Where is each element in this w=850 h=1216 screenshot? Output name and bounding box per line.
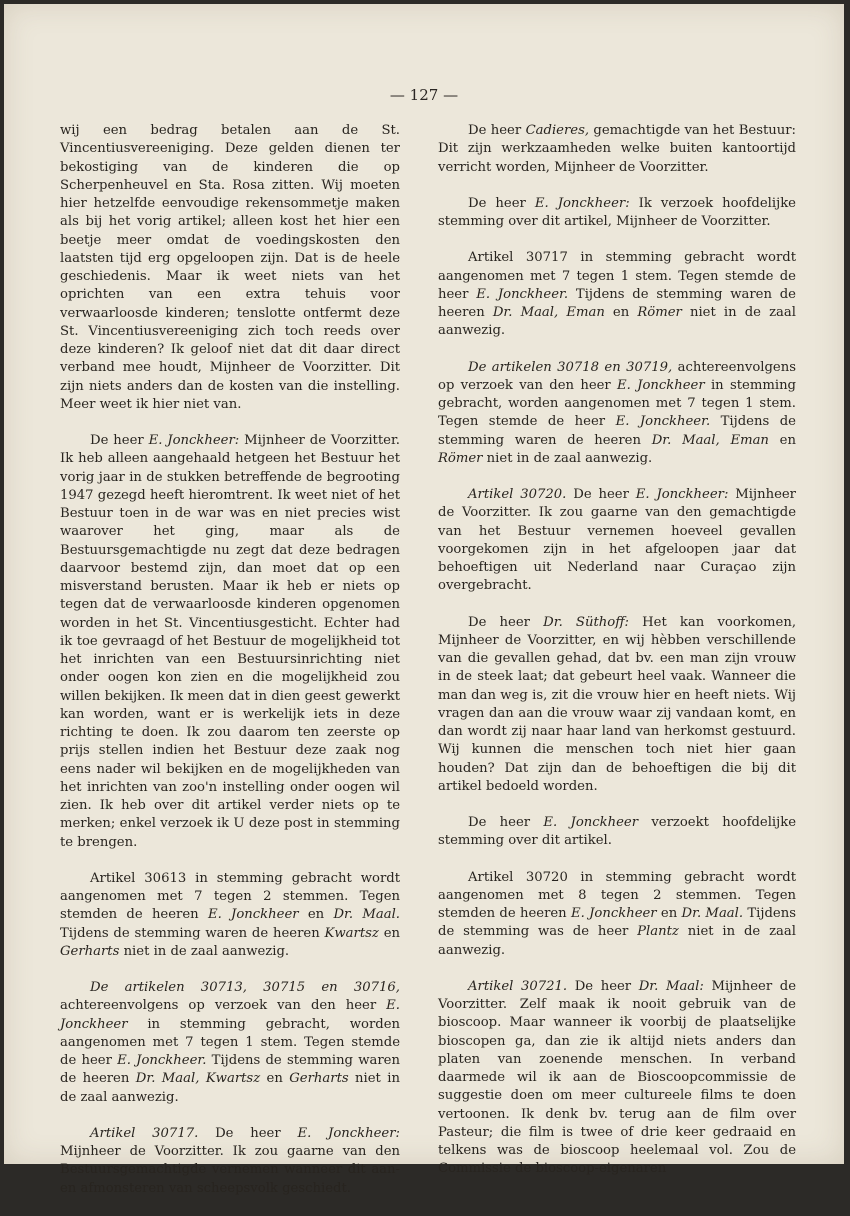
article-reference: Artikel 30717. [90, 1125, 199, 1141]
person-name: Gerharts [60, 943, 120, 959]
person-name: E. Jonckheer. [117, 1053, 207, 1068]
person-name: E. Jonckheer [207, 907, 299, 923]
person-name: E. Jonckheer [60, 998, 400, 1032]
person-name: Dr. Maal. [681, 906, 744, 921]
paragraph-text: wij een bedrag betalen aan de St. Vincentiusvereeniging. Deze gelden dienen ter bekostiging van de kinderen die op Scherpenheuvel en Sta. Rosa zitten. Wij moeten hier hetzelfde eenvoudige rekensommetje maken als bij het vorig artikel; alleen kost het hier een beetje meer omdat de voedingskosten den laatsten tijd erg opgeloopen zijn. Dat is de heele geschiedenis. Maar ik weet niets van het oprichten van een extra tehuis voor verwaarloosde kinderen; tenslotte ontfermt deze St. Vincentiusvereeniging zich toch reeds over deze kinderen? Ik geloof niet dat dit daar direct verband mee houdt, Mijnheer de Voorzitter. Dit zijn niets anders dan de kosten van die instelling. Meer weet ik hier niet van. [60, 123, 400, 412]
paragraph [60, 870, 400, 961]
paragraph [438, 122, 796, 177]
paragraph [438, 359, 796, 469]
paragraph [438, 195, 796, 232]
speaker-name: E. Jonckheer: [148, 433, 240, 448]
text-span: en [768, 432, 796, 448]
person-name: E. Jonckheer. [476, 286, 569, 302]
paragraph [60, 432, 400, 852]
speaker-name: Dr. Maal: [638, 978, 704, 994]
text-span: gemachtigde van het Bestuur: Dit zijn werkzaamheden welke buiten kantoortijd verricht worden, Mijnheer de Voorzitter. [438, 123, 796, 175]
text-span: en [260, 1071, 290, 1087]
text-span: niet in de zaal aanwezig. [438, 924, 796, 958]
text-span: De heer [468, 123, 526, 138]
paragraph [438, 249, 796, 340]
text-span: De heer [90, 433, 149, 448]
text-span: Mijnheer de Voorzitter. Ik zou gaarne van den gemachtigde van het Bestuur vernemen hoeveel gevallen voorgekomen zijn in het afgeloopen jaar dat behoeftigen uit Nederland naar Curaçao zijn overgebracht. [438, 487, 796, 594]
text-span: niet in de zaal aanwezig. [60, 1071, 400, 1105]
speaker-name: E. Jonckheer: [297, 1125, 400, 1141]
text-span: verzoekt hoofdelijke stemming over dit artikel. [438, 815, 797, 849]
paragraph [438, 614, 796, 797]
text-span: De heer [468, 195, 535, 211]
text-span: niet in de zaal aanwezig. [482, 450, 653, 466]
text-span: De heer [567, 978, 639, 994]
person-name: E. Jonckheer [570, 906, 657, 921]
speaker-name: E. Jonckheer: [635, 487, 729, 502]
text-span: Mijnheer de Voorzitter. Ik zou gaarne van den Bestuursgemachtigde vernemen wanneer dit aan- en afmonsteren van scheepsvolk geschiedt. [60, 1144, 400, 1196]
text-span: achtereenvolgens op verzoek van den heer [60, 998, 387, 1014]
text-span: De heer [566, 487, 636, 502]
paragraph [60, 1125, 400, 1198]
person-name: Plantz [637, 924, 679, 940]
text-span: Tijdens de stemming waren de heeren [60, 925, 325, 941]
text-span: en [604, 305, 638, 320]
person-name: Dr. Maal. [333, 907, 400, 923]
person-name: Dr. Maal, Eman [651, 432, 769, 448]
paragraph [438, 486, 796, 596]
article-reference: De artikelen 30713, 30715 en 30716, [90, 980, 400, 995]
text-span: Mijnheer de Voorzitter. Ik heb alleen aangehaald hetgeen het Bestuur het vorig jaar in de stukken betreffende de begrooting 1947 gezegd heeft hieromtrent. Ik weet niet of het Bestuur toen in de war was en niet precies wist waarover het ging, maar als de Bestuursgemachtigde nu zegt dat deze bedragen daarvoor bestemd zijn, dan moet dat op een misverstand berusten. Maar ik heb er niets op tegen dat de verwaarloosde kinderen opgenomen worden in het St. Vincentiusgesticht. Echter had ik toe gevraagd of het Bestuur de mogelijkheid tot het inrichten van een Bestuursinrichting niet onder oogen kon zien en die mogelijkheid zou willen bekijken. Ik meen dat in dien geest gewerkt kan worden, want er is werkelijk iets in deze richting te doen. Ik zou daarom ten zeerste op prijs stellen indien het Bestuur deze zaak nog eens nader wil bekijken en de mogelijkheden van het inrichten van zoo'n instelling onder oogen wil zien. Ik heb over dit artikel verder niets op te merken; enkel verzoek ik U deze post in stemming te brengen. [60, 433, 400, 850]
speaker-name: Cadieres, [525, 123, 590, 138]
person-name: Römer [637, 305, 682, 320]
person-name: Dr. Maal, Kwartsz [135, 1071, 261, 1087]
text-span: De heer [468, 815, 544, 830]
article-reference: Artikel 30720. [468, 487, 567, 502]
person-name: Kwartsz [324, 925, 379, 941]
article-reference: Artikel 30721. [468, 978, 568, 994]
text-span: Ik verzoek hoofdelijke stemming over dit artikel, Mijnheer de Voorzitter. [438, 195, 796, 229]
text-span: Mijnheer de Voorzitter. Zelf maak ik nooit gebruik van de bioscoop. Maar wanneer ik voorbij de plaatselijke bioscopen ga, dan zie ik altijd niets anders dan platen van zoenende menschen. In verband daarmede wil ik aan de Bioscoopcommissie de suggestie doen om meer cultureele films te doen vertoonen. Ik denk bv. terug aan de film over Pasteur; die film is twee of drie keer gedraaid en telkens was de bioscoop heelemaal vol. Zou de Commissie de bioscoop-eigenaren [438, 978, 797, 1177]
text-span: Tijdens de stemming waren de heeren [438, 286, 796, 320]
text-span: niet in de zaal aanwezig. [119, 943, 290, 959]
speaker-name: Dr. Süthoff: [543, 614, 629, 630]
text-span: Tijdens de stemming waren de heeren [438, 414, 796, 448]
paragraph [438, 869, 796, 960]
text-span: Artikel 30613 in stemming gebracht wordt aangenomen met 7 tegen 2 stemmen. Tegen stemden de heeren [60, 870, 400, 923]
person-name: Gerharts [289, 1071, 349, 1087]
text-span: Tijdens de stemming was de heer [438, 906, 796, 940]
text-span: niet in de zaal aanwezig. [438, 305, 796, 339]
text-span: achtereenvolgens op verzoek van den heer [438, 359, 796, 393]
paragraph [438, 814, 796, 851]
text-span: en [656, 906, 682, 921]
paragraph [60, 122, 400, 414]
text-span: in stemming gebracht, worden aangenomen met 7 tegen 1 stem. Tegen stemde de heer [438, 377, 797, 430]
speaker-name: E. Jonckheer: [534, 195, 630, 211]
text-span: Het kan voorkomen, Mijnheer de Voorzitter, en wij hèbben verschillende van die gevallen gehad, dat bv. een man zijn vrouw in de steek laat; dat gebeurt heel vaak. Wanneer die man dan weg is, zit die vrouw hier en heeft niets. Wij vragen dan aan die vrouw waar zij vandaan komt, en dan wordt zij naar haar land van herkomst gestuurd. Wij kunnen die menschen toch niet hier gaan houden? Dat zijn dan de behoeftigen die bij dit artikel bedoeld worden. [438, 614, 797, 794]
person-name: Dr. Maal, Eman [492, 305, 605, 320]
text-span: en [378, 925, 400, 941]
article-reference: De artikelen 30718 en 30719, [468, 359, 673, 375]
right-column [438, 122, 796, 1197]
text-span: Artikel 30717 in stemming gebracht wordt aangenomen met 7 tegen 1 stem. Tegen stemde de heer [438, 250, 796, 302]
text-span: De heer [468, 614, 544, 630]
left-column [60, 122, 400, 1216]
text-span: Artikel 30720 in stemming gebracht wordt aangenomen met 8 tegen 2 stemmen. Tegen stemden de heeren [438, 869, 796, 921]
person-name: E. Jonckheer. [615, 414, 711, 430]
paragraph [438, 978, 796, 1179]
document-page [4, 4, 844, 1196]
paragraph [60, 979, 400, 1107]
person-name: Römer [438, 450, 483, 466]
person-name: E. Jonckheer [617, 377, 705, 393]
text-span: en [298, 907, 334, 923]
speaker-name: E. Jonckheer [543, 815, 639, 830]
text-span: Tijdens de stemming waren de heeren [60, 1053, 400, 1087]
page-number: — 127 — [389, 86, 459, 104]
text-span: De heer [198, 1125, 298, 1141]
text-span: in stemming gebracht, worden aangenomen met 7 tegen 1 stem. Tegen stemde de heer [60, 1016, 400, 1068]
